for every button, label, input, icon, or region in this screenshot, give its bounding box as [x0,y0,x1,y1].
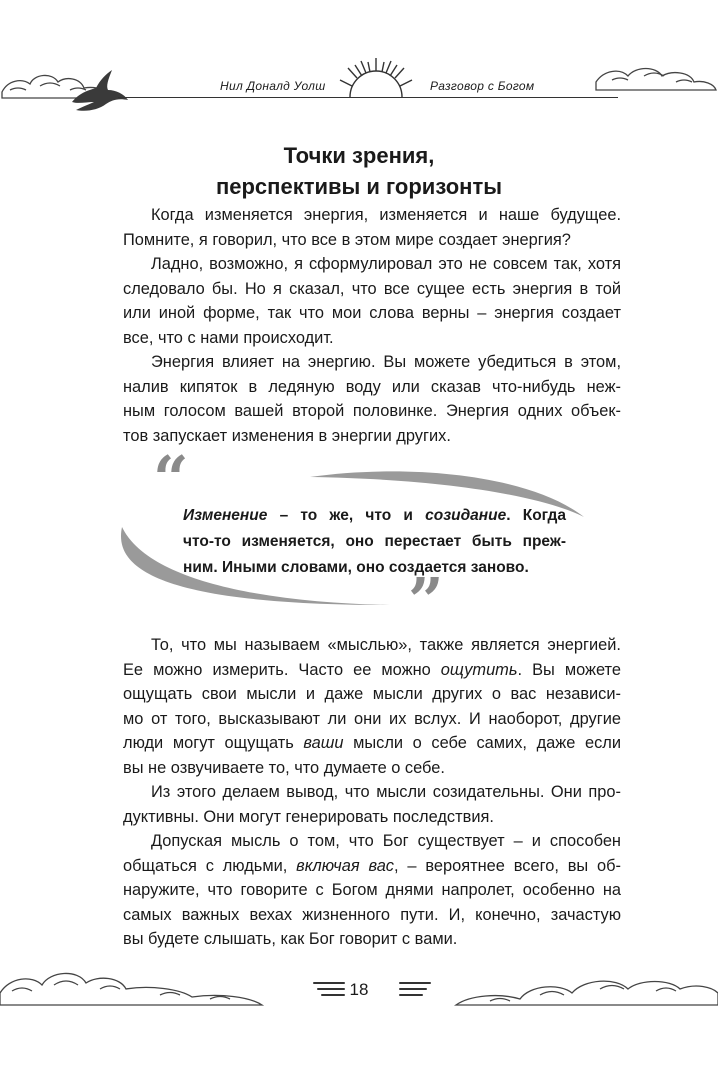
quote-line: что-то изменяется, оно перестает быть преж- [183,533,566,550]
text-line: мо от того, высказывают ли они их вслух. И наоборот, другие [123,709,621,728]
quote-line [183,503,566,529]
quote-fragment: . Когда [506,507,566,524]
paragraph-4 [123,633,621,781]
text-fragment: общаться с людьми, [123,856,297,875]
text-line: дуктивны. Они могут генерировать последствия. [123,807,494,826]
quote-emphasis: Изменение [183,507,268,524]
text-line: Энергия влияет на энергию. Вы можете убедиться в этом, [151,353,621,371]
text-line: или иной форме, так что мои слова верны – энергия создает [123,304,621,323]
text-line: Помните, я говорил, что все в этом мире создает энергия? [123,230,571,249]
chapter-title-line-2: перспективы и горизонты [215,174,503,199]
text-line: следовало бы. Но я сказал, что все сущее есть энергия в той [123,279,621,298]
text-emphasis: ощутить [440,660,518,679]
paragraph-1 [123,203,621,252]
paragraph-3 [123,350,621,448]
quote-emphasis: созидание [425,507,507,524]
header-rule [118,97,618,98]
text-line: ным голосом вашей второй половинке. Энергия одних объек- [123,402,621,421]
text-line [123,658,621,683]
text-line: Из этого делаем вывод, что мысли созидательны. Они про- [151,783,621,801]
header-book-title: Разговор с Богом [430,79,535,93]
text-line: вы будете слышать, как Бог говорит с вами. [123,930,458,949]
text-line: налив кипяток в ледяную воду или сказав что-нибудь неж- [123,377,621,396]
text-fragment: Ее можно измерить. Часто ее можно [123,660,441,679]
open-quote-mark: “ [153,442,189,515]
text-line: тов запускает изменения в энергии других. [123,426,451,445]
text-line: Ладно, возможно, я сформулировал это не совсем так, хотя [151,255,621,273]
header-author: Нил Доналд Уолш [220,79,326,93]
text-line [123,731,621,756]
text-fragment: люди могут ощущать [123,734,304,753]
paragraph-2 [123,252,621,350]
text-fragment: . Вы можете [517,660,621,679]
text-line: ощущать свои мысли и даже мысли других о вас независи- [123,685,621,704]
pull-quote-text [183,503,566,581]
text-line: наружите, что говорите с Богом днями напролет, особенно на [123,881,621,900]
sunrise-icon [340,58,412,97]
text-line: То, что мы называем «мыслью», также является энергией. [151,636,621,654]
text-emphasis: включая вас [296,856,395,875]
page-number: 18 [349,980,369,999]
close-quote-mark: ” [408,564,444,637]
text-fragment: , – вероятнее всего, вы об- [394,856,622,875]
quote-line: ним. Иными словами, оно создается заново. [183,559,529,576]
text-line: самых важных вехах жизненного пути. И, конечно, зачастую [123,905,621,924]
text-line: Допуская мысль о том, что Бог существует – и способен [151,832,621,850]
chapter-title-line-1: Точки зрения, [283,143,435,168]
paragraph-5 [123,780,621,829]
text-line: все, что с нами происходит. [123,328,334,347]
text-line: вы не озвучиваете то, что думаете о себе. [123,758,445,777]
text-fragment: мысли о себе самих, даже если [343,734,621,753]
quote-fragment: – то же, что и [267,507,426,524]
paragraph-6 [123,829,621,952]
text-line [123,854,621,879]
cloud-right-icon [596,69,716,91]
text-emphasis: ваши [303,734,344,753]
text-line: Когда изменяется энергия, изменяется и наше будущее. [151,206,621,224]
header-decoration [0,40,718,120]
